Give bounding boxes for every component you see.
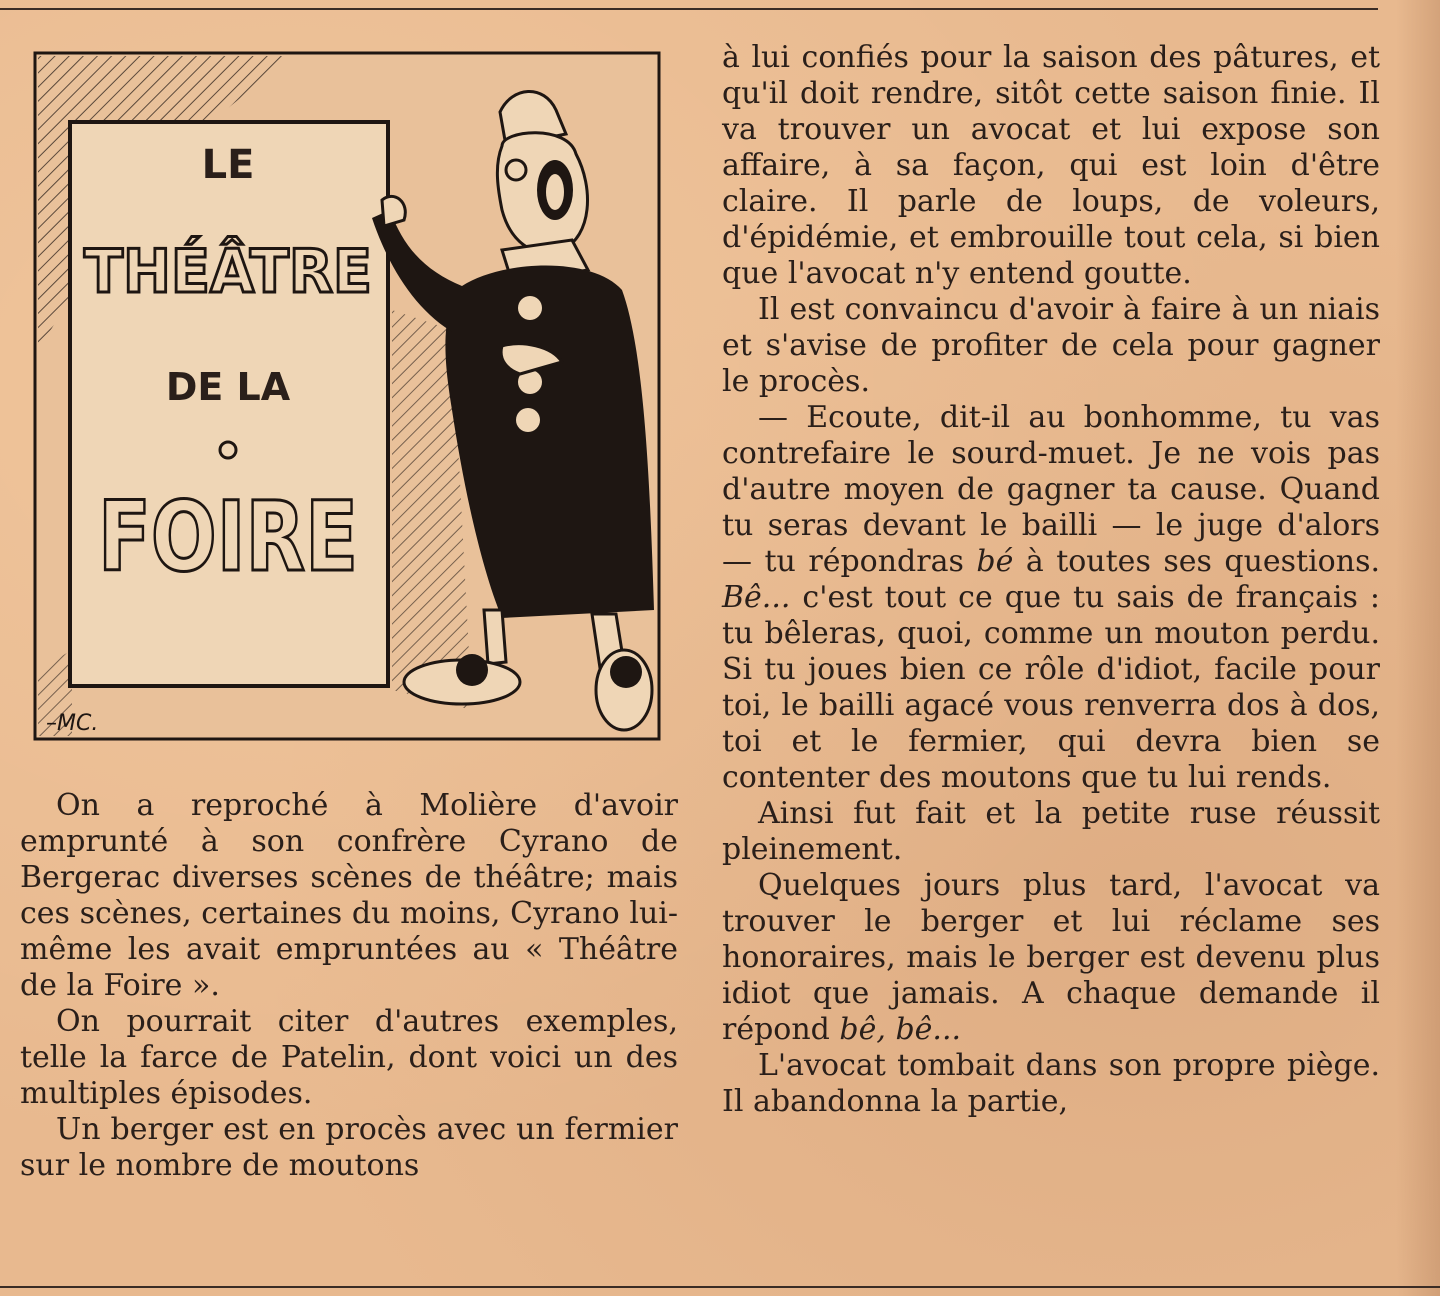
bottom-rule: [0, 1286, 1440, 1288]
right-paragraph-4: Ainsi fut fait et la petite ruse réussit pleinement.: [722, 796, 1380, 867]
dialogue-text-a: — Ecoute, dit-il au bonhomme, tu vas contrefaire le sourd-muet. Je ne vois pas d'autre moyen de gagner ta cause. Quand tu seras devant le bailli — le juge d'alors — tu répondras: [722, 400, 1380, 579]
left-paragraph-1: On a reproché à Molière d'avoir emprunté à son confrère Cyrano de Bergerac diverses scènes de théâtre; mais ces scènes, certaines du moins, Cyrano lui-même les avait empruntées au « Théâtre de la Foire ».: [20, 788, 678, 1003]
paragraph-5-text: Quelques jours plus tard, l'avocat va trouver le berger et lui réclame ses honoraires, mais le berger est devenu plus idiot que jamais. A chaque demande il répond: [722, 868, 1380, 1047]
right-column-text: [722, 40, 1380, 1120]
theatre-illustration: [32, 50, 662, 742]
left-paragraph-3: Un berger est en procès avec un fermier sur le nombre de moutons: [20, 1112, 678, 1183]
page-edge-shadow: [1396, 0, 1440, 1296]
right-paragraph-3: [722, 400, 1380, 796]
sign-line-le: LE: [201, 142, 255, 188]
italic-be-ellipsis: Bê...: [722, 580, 791, 615]
right-paragraph-1: à lui confiés pour la saison des pâtures, et qu'il doit rendre, sitôt cette saison finie. Il va trouver un avocat et lui expose son affaire, à sa façon, qui est loin d'être claire. Il parle de loups, de voleurs, d'épidémie, et embrouille tout cela, si bien que l'avocat n'y entend goutte.: [722, 40, 1380, 291]
clown-sign-drawing: [32, 50, 662, 742]
artist-signature: –MC.: [46, 711, 99, 736]
sign-line-theatre: THÉÂTRE: [84, 237, 387, 307]
dialogue-text-c: c'est tout ce que tu sais de français : tu bêleras, quoi, comme un mouton perdu. Si tu joues bien ce rôle d'idiot, facile pour toi, le bailli agacé vous renverra dos à dos, toi et le fermier, qui devra bien se contenter des moutons que tu lui rends.: [722, 580, 1380, 795]
italic-be-be: bê, bê...: [839, 1012, 962, 1047]
sign-line-de-la: DE LA: [165, 365, 291, 409]
top-rule: [0, 8, 1378, 10]
italic-be: bé: [976, 544, 1014, 579]
right-paragraph-6: L'avocat tombait dans son propre piège. Il abandonna la partie,: [722, 1048, 1380, 1119]
right-paragraph-5: [722, 868, 1380, 1048]
right-paragraph-2: Il est convaincu d'avoir à faire à un niais et s'avise de profiter de cela pour gagner le procès.: [722, 292, 1380, 399]
dialogue-text-b: à toutes ses questions.: [1013, 544, 1380, 579]
sign-line-foire: FOIRE: [98, 481, 358, 593]
left-paragraph-2: On pourrait citer d'autres exemples, telle la farce de Patelin, dont voici un des multiples épisodes.: [20, 1004, 678, 1111]
left-column-text: [20, 788, 678, 1184]
